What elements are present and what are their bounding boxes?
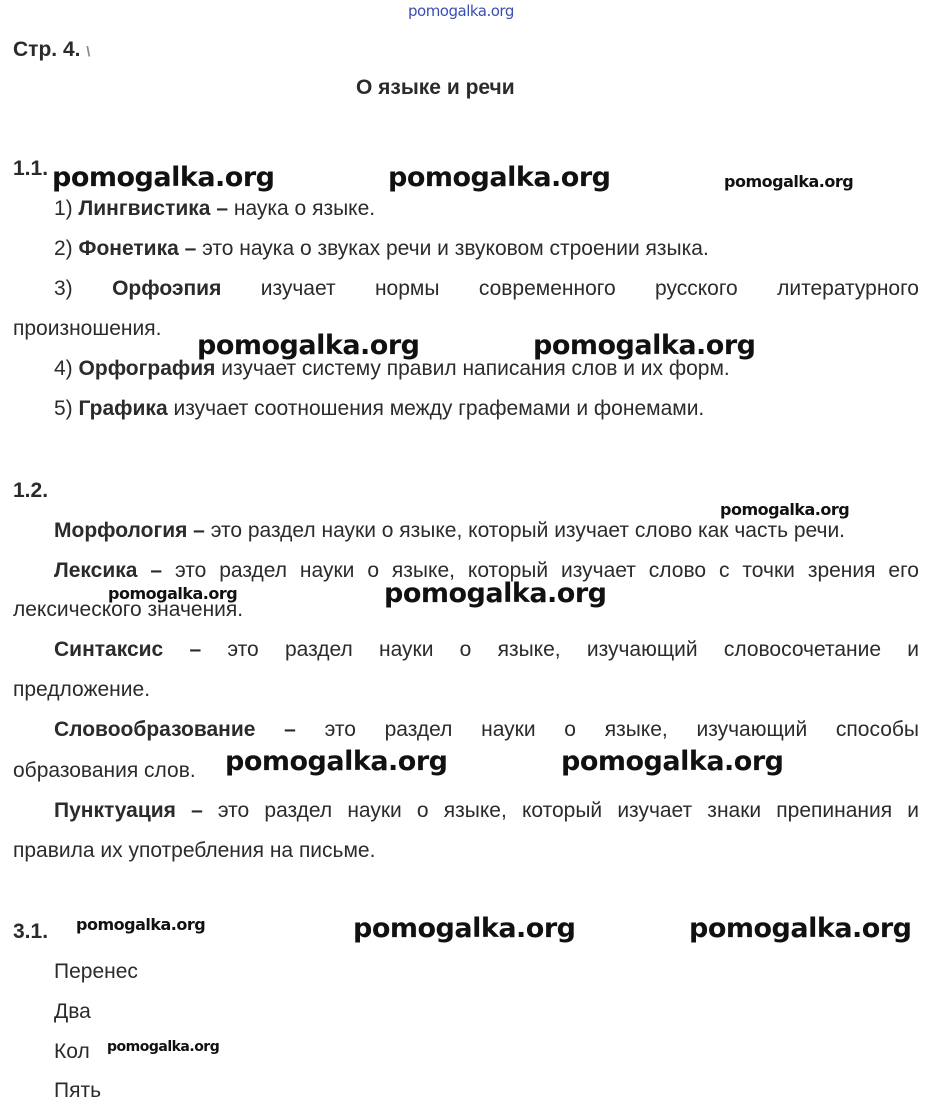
item-number: 2) bbox=[54, 237, 73, 260]
definition: изучает систему правил написания слов и их форм. bbox=[215, 357, 730, 380]
term: Графика bbox=[78, 397, 168, 420]
list-item bbox=[54, 397, 919, 421]
definition: изучает нормы современного русского литературного bbox=[260, 277, 919, 300]
term: Лексика – bbox=[54, 559, 163, 582]
continuation-line: правила их употребления на письме. bbox=[13, 839, 376, 862]
watermark: pomogalka.org bbox=[108, 584, 238, 603]
section-number-1-2: 1.2. bbox=[13, 479, 49, 502]
item-number: 5) bbox=[54, 397, 73, 420]
watermark: pomogalka.org bbox=[353, 913, 576, 944]
word-item: Кол bbox=[54, 1040, 90, 1063]
definition: это раздел науки о языке, изучающий словосочетание и bbox=[227, 638, 920, 661]
watermark: pomogalka.org bbox=[107, 1039, 220, 1055]
definition: наука о языке. bbox=[228, 197, 376, 220]
page-title: О языке и речи bbox=[356, 76, 515, 99]
watermark: pomogalka.org bbox=[76, 915, 206, 934]
watermark: pomogalka.org bbox=[720, 500, 850, 519]
definition: изучает соотношения между графемами и фонемами. bbox=[167, 397, 705, 420]
definition: это наука о звуках речи и звуковом строении языка. bbox=[196, 237, 709, 260]
continuation-line: лексического значения. bbox=[13, 598, 244, 621]
list-item bbox=[54, 197, 919, 221]
definition-item bbox=[54, 638, 919, 662]
word-item: Перенес bbox=[54, 960, 138, 983]
watermark: pomogalka.org bbox=[52, 162, 275, 193]
definition: это раздел науки о языке, изучающий способы bbox=[324, 718, 920, 741]
page-mark: \ bbox=[86, 43, 91, 59]
section-number-3-1: 3.1. bbox=[13, 920, 49, 943]
term-dash: – bbox=[178, 237, 197, 260]
watermark: pomogalka.org bbox=[724, 172, 854, 191]
word-item: Пять bbox=[54, 1079, 102, 1102]
word-item: Два bbox=[54, 1000, 91, 1023]
watermark: pomogalka.org bbox=[384, 578, 607, 609]
item-number: 4) bbox=[54, 357, 73, 380]
page-number-text: Стр. 4. bbox=[13, 38, 81, 61]
watermark: pomogalka.org bbox=[561, 746, 784, 777]
continuation-line: произношения. bbox=[13, 317, 162, 340]
definition-item bbox=[54, 718, 919, 742]
watermark: pomogalka.org bbox=[388, 162, 611, 193]
watermark: pomogalka.org bbox=[533, 330, 756, 361]
watermark: pomogalka.org bbox=[197, 330, 420, 361]
page-number bbox=[13, 38, 90, 62]
watermark: pomogalka.org bbox=[408, 2, 514, 20]
definition-item bbox=[54, 519, 919, 543]
continuation-line: предложение. bbox=[13, 678, 151, 701]
item-number: 1) bbox=[54, 197, 73, 220]
list-item bbox=[54, 357, 919, 381]
term: Орфоэпия bbox=[112, 277, 222, 300]
item-number: 3) bbox=[54, 277, 73, 300]
term: Фонетика bbox=[78, 237, 179, 260]
definition: это раздел науки о языке, который изучает слово с точки зрения его bbox=[174, 559, 919, 582]
definition-item bbox=[54, 799, 919, 823]
section-number-1-1: 1.1. bbox=[13, 157, 49, 180]
definition: это раздел науки о языке, который изучает слово как часть речи. bbox=[210, 519, 846, 542]
definition: это раздел науки о языке, который изучает знаки препинания и bbox=[217, 799, 919, 822]
term-dash: – bbox=[210, 197, 229, 220]
term: Словообразование – bbox=[54, 718, 296, 741]
watermark: pomogalka.org bbox=[225, 746, 448, 777]
continuation-line: образования слов. bbox=[13, 759, 196, 782]
term: Лингвистика bbox=[78, 197, 211, 220]
term: Синтаксис – bbox=[54, 638, 202, 661]
term: Пунктуация – bbox=[54, 799, 203, 822]
list-item bbox=[54, 277, 919, 301]
term: Морфология – bbox=[54, 519, 205, 542]
watermark: pomogalka.org bbox=[689, 913, 912, 944]
term: Орфография bbox=[78, 357, 216, 380]
list-item bbox=[54, 237, 919, 261]
